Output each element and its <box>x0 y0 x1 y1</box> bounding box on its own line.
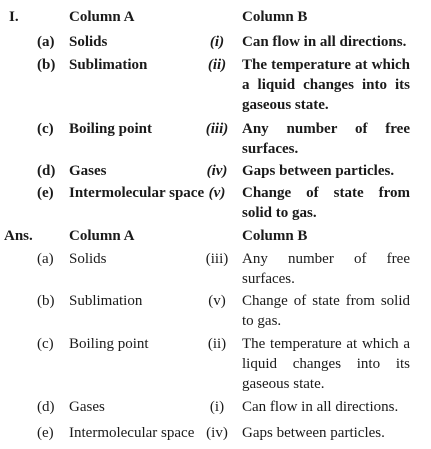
column-b-text: Change of state from solid to gas. <box>242 185 410 221</box>
row-letter: (a) <box>37 251 54 267</box>
row-roman-numeral: (v) <box>208 185 226 201</box>
column-b-text: Gaps between particles. <box>242 163 395 179</box>
answer-label: Ans. <box>4 228 33 244</box>
row-roman-numeral: (iv) <box>206 163 228 179</box>
column-b-text: Can flow in all directions. <box>242 399 399 415</box>
column-a-term: Sublimation <box>69 57 148 73</box>
column-a-term: Solids <box>69 34 108 50</box>
column-a-term: Gases <box>69 163 107 179</box>
row-roman-numeral: (iii) <box>205 121 229 137</box>
question-number: I. <box>9 9 19 25</box>
row-letter: (a) <box>37 34 55 50</box>
column-b-heading: Column B <box>242 9 308 25</box>
row-letter: (b) <box>37 57 56 73</box>
column-a-term: Gases <box>69 399 105 415</box>
column-b-heading: Column B <box>242 228 308 244</box>
column-b-text: Can flow in all directions. <box>242 34 407 50</box>
column-b-text: Gaps between particles. <box>242 425 385 441</box>
column-a-term: Intermolecular space <box>69 425 195 441</box>
row-roman-numeral: (i) <box>209 34 225 50</box>
column-b-text: Change of state from solid to gas. <box>242 293 410 329</box>
row-roman-numeral: (iii) <box>205 251 229 267</box>
column-b-text: Any number of free surfaces. <box>242 121 410 157</box>
row-roman-numeral: (iv) <box>206 425 228 441</box>
column-a-heading: Column A <box>69 228 135 244</box>
column-b-text: Any number of free surfaces. <box>242 251 410 287</box>
row-letter: (c) <box>37 336 54 352</box>
row-letter: (c) <box>37 121 54 137</box>
column-a-term: Solids <box>69 251 107 267</box>
row-roman-numeral: (ii) <box>207 57 227 73</box>
row-roman-numeral: (ii) <box>207 336 227 352</box>
column-a-term: Boiling point <box>69 336 149 352</box>
column-a-term: Sublimation <box>69 293 143 309</box>
column-a-term: Boiling point <box>69 121 152 137</box>
row-letter: (d) <box>37 163 56 179</box>
column-b-text: The temperature at which a liquid changes into its gaseous state. <box>242 336 410 392</box>
column-a-term: Intermolecular space <box>69 185 205 201</box>
row-roman-numeral: (v) <box>208 293 226 309</box>
row-letter: (b) <box>37 293 55 309</box>
row-letter: (e) <box>37 425 54 441</box>
column-a-heading: Column A <box>69 9 135 25</box>
row-letter: (e) <box>37 185 54 201</box>
row-roman-numeral: (i) <box>209 399 225 415</box>
column-b-text: The temperature at which a liquid changes into its gaseous state. <box>242 57 410 113</box>
row-letter: (d) <box>37 399 55 415</box>
